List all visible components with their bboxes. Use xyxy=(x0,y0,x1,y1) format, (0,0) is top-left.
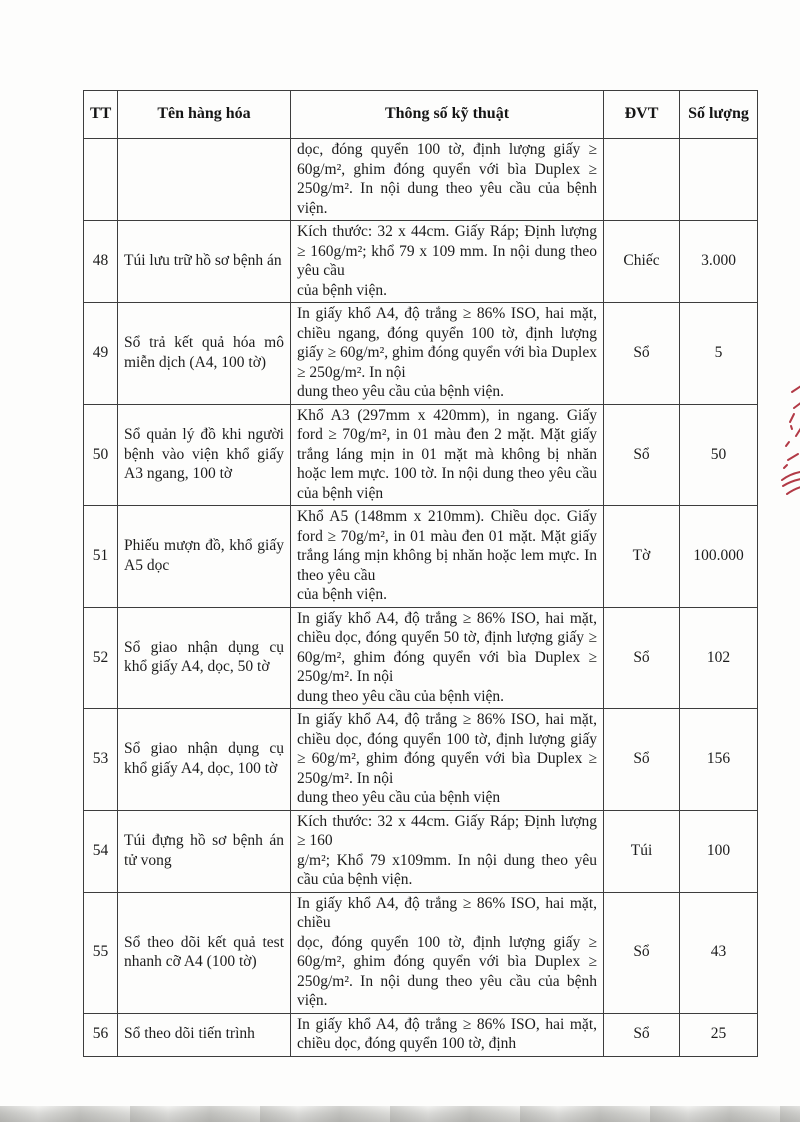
spec-cell xyxy=(291,892,604,1013)
table-header-row xyxy=(84,91,758,139)
row-number-cell: 49 xyxy=(84,303,118,405)
row-number-cell: 54 xyxy=(84,810,118,892)
item-name-cell: Sổ giao nhận dụng cụ khổ giấy A4, dọc, 50 tờ xyxy=(118,607,291,709)
unit-cell: Chiếc xyxy=(604,221,680,303)
spec-text: dung theo yêu cầu của bệnh viện. xyxy=(297,383,505,400)
col-header-thong-so-ky-thuat: Thông số kỹ thuật xyxy=(291,91,604,139)
unit-cell: Sổ xyxy=(604,404,680,506)
item-name-cell: Sổ giao nhận dụng cụ khổ giấy A4, dọc, 100 tờ xyxy=(118,709,291,811)
spec-text: dọc, đóng quyển 100 tờ, định lượng giấy ≥ 60g/m², ghim đóng quyển với bìa Duplex ≥ 250g/m². In nội dung theo yêu cầu của bệnh viện. xyxy=(297,141,597,217)
spec-text: dọc, đóng quyển 100 tờ, định lượng giấy ≥ 60g/m², ghim đóng quyển với bìa Duplex ≥ 250g/m². In nội dung theo yêu cầu của bệnh viện. xyxy=(297,933,597,1009)
spec-text: In giấy khổ A4, độ trắng ≥ 86% ISO, hai mặt, chiều ngang, đóng quyển 100 tờ, định lượng giấy ≥ 60g/m², ghim đóng quyển với bìa Duplex ≥ 250g/m². In nội xyxy=(297,305,597,381)
spec-cell xyxy=(291,607,604,709)
unit-cell: Sổ xyxy=(604,303,680,405)
item-name-cell: Sổ theo dõi tiến trình xyxy=(118,1013,291,1056)
table-row xyxy=(84,1013,758,1056)
table-row xyxy=(84,221,758,303)
row-number-cell: 56 xyxy=(84,1013,118,1056)
unit-cell: Sổ xyxy=(604,607,680,709)
quantity-cell: 156 xyxy=(680,709,758,811)
spec-cell xyxy=(291,139,604,221)
table-row xyxy=(84,139,758,221)
unit-cell: Tờ xyxy=(604,506,680,608)
item-name-cell: Phiếu mượn đồ, khổ giấy A5 dọc xyxy=(118,506,291,608)
spec-text: Khổ A5 (148mm x 210mm). Chiều dọc. Giấy ford ≥ 70g/m², in 01 màu đen 01 mặt. Mặt giấy trắng láng mịn không bị nhăn hoặc lem mực. In theo yêu cầu xyxy=(297,508,597,584)
item-name-cell: Sổ quản lý đồ khi người bệnh vào viện khổ giấy A3 ngang, 100 tờ xyxy=(118,404,291,506)
scanner-edge-artifact xyxy=(0,1106,800,1122)
quantity-cell: 100.000 xyxy=(680,506,758,608)
quantity-cell: 25 xyxy=(680,1013,758,1056)
quantity-cell: 43 xyxy=(680,892,758,1013)
unit-cell: Sổ xyxy=(604,1013,680,1056)
col-header-ten-hang-hoa: Tên hàng hóa xyxy=(118,91,291,139)
quantity-cell: 5 xyxy=(680,303,758,405)
table-row xyxy=(84,404,758,506)
spec-cell xyxy=(291,810,604,892)
spec-cell xyxy=(291,221,604,303)
table-row xyxy=(84,892,758,1013)
row-number-cell: 50 xyxy=(84,404,118,506)
row-number-cell: 48 xyxy=(84,221,118,303)
row-number-cell: 55 xyxy=(84,892,118,1013)
spec-text: g/m²; Khổ 79 x109mm. In nội dung theo yêu cầu của bệnh viện. xyxy=(297,851,597,888)
row-number-cell: 51 xyxy=(84,506,118,608)
quantity-cell: 100 xyxy=(680,810,758,892)
spec-text: của bệnh viện. xyxy=(297,281,387,299)
item-name-cell: Túi đựng hồ sơ bệnh án tử vong xyxy=(118,810,291,892)
unit-cell: Sổ xyxy=(604,892,680,1013)
table-row xyxy=(84,607,758,709)
spec-text: Kích thước: 32 x 44cm. Giấy Ráp; Định lượng ≥ 160 xyxy=(297,812,597,849)
table-row xyxy=(84,506,758,608)
item-name-cell: Sổ theo dõi kết quả test nhanh cỡ A4 (100 tờ) xyxy=(118,892,291,1013)
spec-text: In giấy khổ A4, độ trắng ≥ 86% ISO, hai mặt, chiều dọc, đóng quyển 50 tờ, định lượng giấy ≥ 60g/m², ghim đóng quyển với bìa Duplex ≥ 250g/m². In nội xyxy=(297,609,597,685)
row-number-cell: 52 xyxy=(84,607,118,709)
quantity-cell: 3.000 xyxy=(680,221,758,303)
spec-text: In giấy khổ A4, độ trắng ≥ 86% ISO, hai mặt, chiều dọc, đóng quyển 100 tờ, định xyxy=(297,1015,597,1052)
spec-cell xyxy=(291,303,604,405)
col-header-so-luong: Số lượng xyxy=(680,91,758,139)
col-header-dvt: ĐVT xyxy=(604,91,680,139)
spec-cell xyxy=(291,709,604,811)
item-name-cell xyxy=(118,139,291,221)
spec-text: dung theo yêu cầu của bệnh viện xyxy=(297,789,501,806)
goods-spec-table xyxy=(83,90,758,1057)
spec-text: của bệnh viện. xyxy=(297,586,387,603)
row-number-cell: 53 xyxy=(84,709,118,811)
spec-text: In giấy khổ A4, độ trắng ≥ 86% ISO, hai mặt, chiều xyxy=(297,894,597,931)
item-name-cell: Sổ trả kết quả hóa mô miễn dịch (A4, 100 tờ) xyxy=(118,303,291,405)
spec-text: Kích thước: 32 x 44cm. Giấy Ráp; Định lượng ≥ 160g/m²; khổ 79 x 109 mm. In nội dung theo yêu cầu xyxy=(297,223,597,279)
spec-cell xyxy=(291,506,604,608)
quantity-cell xyxy=(680,139,758,221)
quantity-cell: 50 xyxy=(680,404,758,506)
table-row xyxy=(84,810,758,892)
item-name-cell: Túi lưu trữ hồ sơ bệnh án xyxy=(118,221,291,303)
unit-cell: Sổ xyxy=(604,709,680,811)
spec-cell xyxy=(291,1013,604,1056)
quantity-cell: 102 xyxy=(680,607,758,709)
col-header-tt: TT xyxy=(84,91,118,139)
table-row xyxy=(84,709,758,811)
unit-cell: Túi xyxy=(604,810,680,892)
table-row xyxy=(84,303,758,405)
spec-cell xyxy=(291,404,604,506)
spec-text: In giấy khổ A4, độ trắng ≥ 86% ISO, hai mặt, chiều dọc, đóng quyển 100 tờ, định lượng giấy ≥ 60g/m², ghim đóng quyển với bìa Duplex ≥ 250g/m². In nội xyxy=(297,711,597,787)
red-stamp-fragment xyxy=(778,384,800,508)
spec-text: dung theo yêu cầu của bệnh viện. xyxy=(297,687,505,705)
row-number-cell xyxy=(84,139,118,221)
unit-cell xyxy=(604,139,680,221)
spec-text: Khổ A3 (297mm x 420mm), in ngang. Giấy ford ≥ 70g/m², in 01 màu đen 2 mặt. Mặt giấy trắng láng mịn in 01 mặt mà không bị nhăn hoặc lem mực. 100 tờ. In nội dung theo yêu cầu của bệnh viện xyxy=(297,406,597,502)
